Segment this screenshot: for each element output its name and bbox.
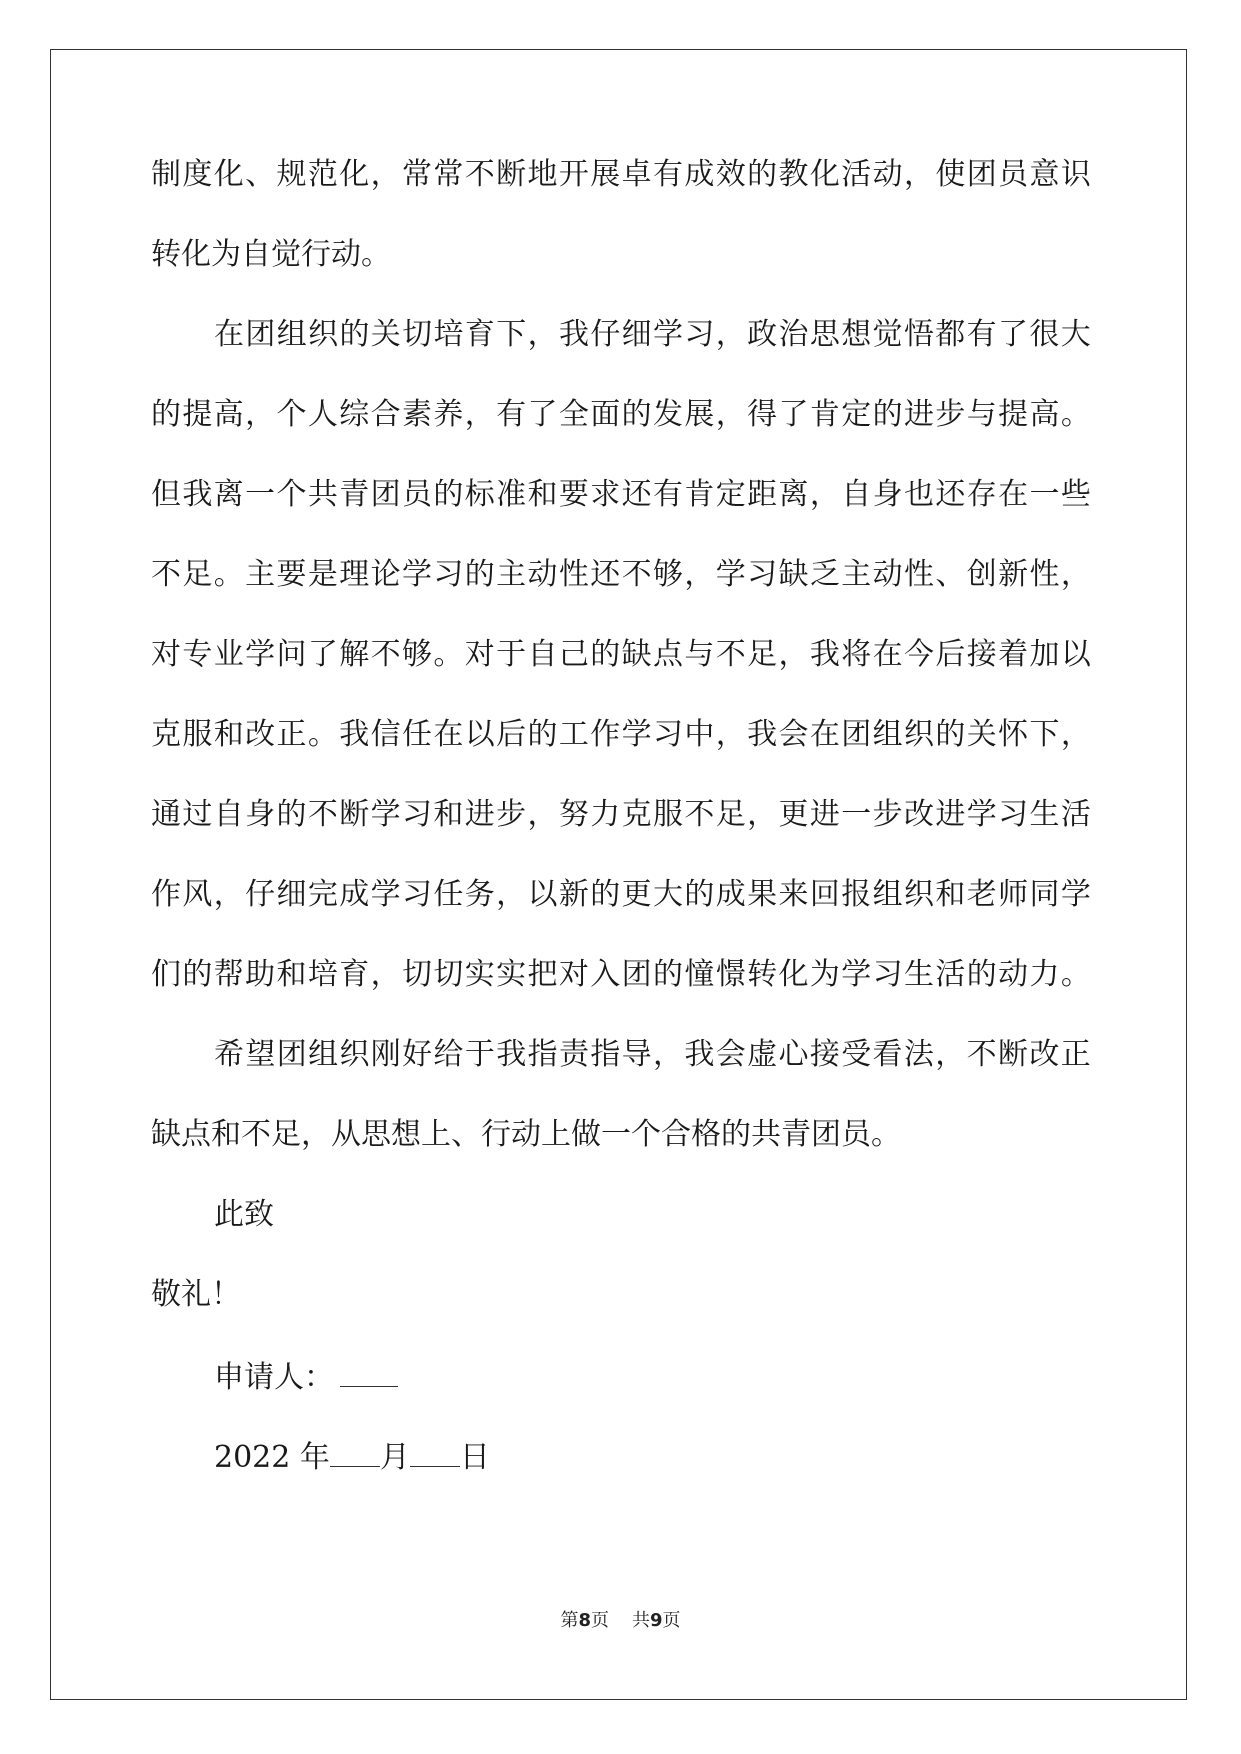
- text-line: 在 团 组 织 的 关 切 培 育 下 ， 我 仔 细 学 习 ， 政 治 思 想 觉 悟 都 有 了 很 大: [214, 317, 1091, 352]
- footer-total-unit: 页: [662, 1610, 681, 1631]
- text-line: 制 度 化 、 规 范 化 ， 常 常 不 断 地 开 展 卓 有 成 效 的 教 化 活 动 ， 使 团 员 意 识: [151, 157, 1091, 192]
- text-line: 通 过 自 身 的 不 断 学 习 和 进 步 ， 努 力 克 服 不 足 ， 更 进 一 步 改 进 学 习 生 活: [151, 797, 1091, 832]
- footer-page-unit: 页: [591, 1610, 610, 1631]
- date-day-blank: [410, 1440, 460, 1467]
- text-line: 克 服 和 改 正 。 我 信 任 在 以 后 的 工 作 学 习 中 ， 我 会 在 团 组 织 的 关 怀 下 ，: [151, 717, 1091, 752]
- text-line: 对 专 业 学 问 了 解 不 够 。 对 于 自 己 的 缺 点 与 不 足 ， 我 将 在 今 后 接 着 加 以: [151, 637, 1091, 672]
- applicant-signature-blank: [340, 1360, 398, 1387]
- text-line: 的 提 高 ， 个 人 综 合 素 养 ， 有 了 全 面 的 发 展 ， 得 了 肯 定 的 进 步 与 提 高 。: [151, 397, 1091, 432]
- applicant-label: 申请人：: [214, 1360, 334, 1395]
- body-paragraphs: [151, 157, 1091, 1152]
- date-line: [151, 1440, 1091, 1475]
- salute-text: 敬礼！: [151, 1277, 241, 1312]
- letter-body: [151, 157, 1091, 1520]
- date-month-blank: [330, 1440, 380, 1467]
- closing-text: 此致: [214, 1197, 274, 1232]
- applicant-line: [151, 1360, 1091, 1395]
- date-day-label: 日: [459, 1440, 490, 1475]
- page-footer: [0, 1606, 1241, 1632]
- text-line: 但 我 离 一 个 共 青 团 员 的 标 准 和 要 求 还 有 肯 定 距 离 ， 自 身 也 还 存 在 一 些: [151, 477, 1091, 512]
- text-line: 们 的 帮 助 和 培 育 ， 切 切 实 实 把 对 入 团 的 憧 憬 转 化 为 学 习 生 活 的 动 力 。: [151, 957, 1091, 992]
- footer-total-prefix: 共: [631, 1610, 650, 1631]
- footer-prefix: 第: [560, 1610, 579, 1631]
- closing-line: [151, 1197, 1091, 1232]
- footer-page-number: 8: [578, 1610, 592, 1631]
- footer-total-pages: 9: [649, 1610, 663, 1631]
- text-line: 转化为自觉行动。: [151, 237, 391, 272]
- text-line: 希 望 团 组 织 刚 好 给 于 我 指 责 指 导 ， 我 会 虚 心 接 受 看 法 ， 不 断 改 正: [214, 1037, 1091, 1072]
- date-year: 2022 年: [214, 1440, 330, 1475]
- salute-line: [151, 1277, 1091, 1312]
- text-line: 缺点和不足，从思想上、行动上做一个合格的共青团员。: [151, 1117, 901, 1152]
- text-line: 不 足 。 主 要 是 理 论 学 习 的 主 动 性 还 不 够 ， 学 习 缺 乏 主 动 性 、 创 新 性 ，: [151, 557, 1091, 592]
- text-line: 作 风 ， 仔 细 完 成 学 习 任 务 ， 以 新 的 更 大 的 成 果 来 回 报 组 织 和 老 师 同 学: [151, 877, 1091, 912]
- date-month-label: 月: [379, 1440, 410, 1475]
